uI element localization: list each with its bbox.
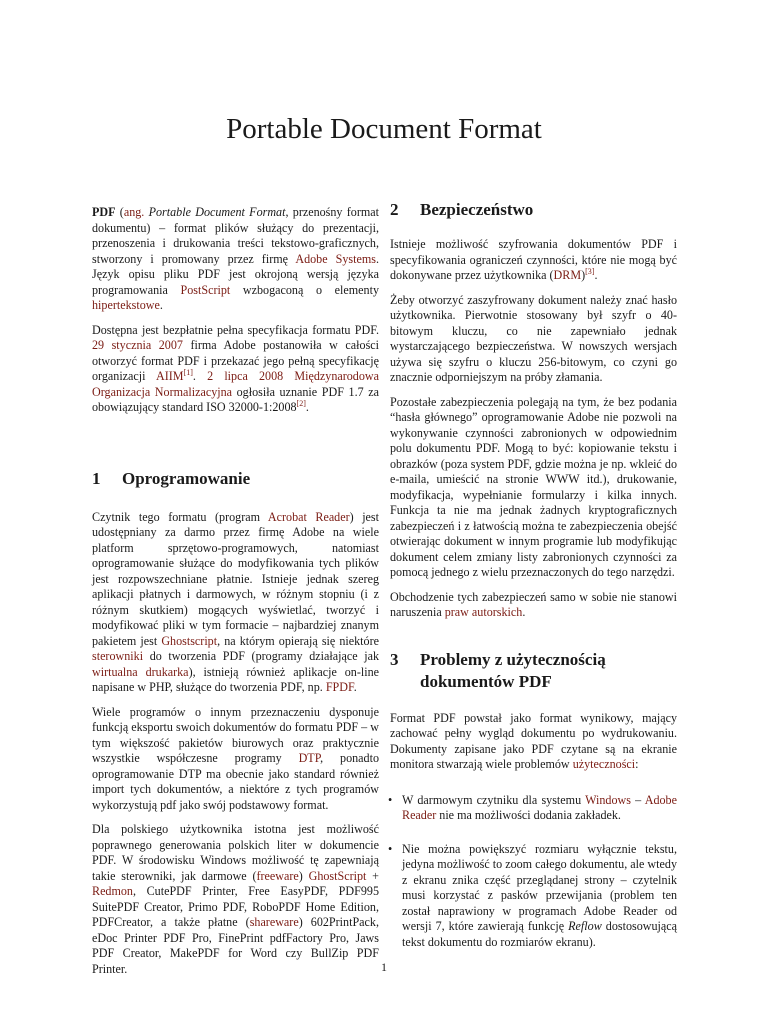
link-freeware[interactable]: freeware: [256, 868, 299, 883]
list-item: • W darmowym czytniku dla systemu Windows – Adobe Reader nie ma możliwości dodania zakładek.: [390, 793, 677, 824]
pdf-term: PDF: [92, 205, 116, 219]
software-paragraph-3: Dla polskiego użytkownika istotna jest możliwość poprawnego generowania polskich liter w dokumencie PDF. W środowisku Windows możliwość tę zapewniają takie sterowniki, jak darmowe (freeware) GhostScript + Redmon, CutePDF Printer, Free EasyPDF, PDF995 SuitePDF Creator, Primo PDF, RoboPDF Home Edition, PDFCreator, a także płatne (shareware) 602PrintPack, eDoc Printer PDF Pro, FinePrint pdfFactory Pro, Jaws PDF Creator, MakePDF for Word czy BullZip PDF Printer.: [92, 822, 379, 976]
section-title: Bezpieczeństwo: [420, 200, 534, 219]
link-ang[interactable]: ang.: [123, 205, 145, 219]
link-adobe-systems[interactable]: Adobe Systems: [295, 251, 376, 266]
page-number: 1: [381, 960, 387, 974]
link-iso-organization[interactable]: Międzynarodowa Organizacja Normalizacyjna: [92, 369, 380, 399]
link-ghostscript[interactable]: Ghostscript: [161, 633, 218, 648]
right-column: [390, 200, 677, 950]
link-shareware[interactable]: shareware: [249, 915, 299, 929]
section-heading-3: [390, 649, 677, 693]
section-heading-1: [92, 468, 379, 490]
software-paragraph-1: Czytnik tego formatu (program Acrobat Reader) jest udostępniany za darmo przez firmę Adobe na wiele platform sprzętowo-programowych, natomiast oprogramowanie służące do modyfikowania tych plików jest rozpowszechniane płatnie. Istnieje jednak szereg aplikacji płatnych i darmowych, w różnym stopniu (i z różnym skutkiem) mogących wyświetlać, tworzyć i modyfikować pliki w tym formacie – najbardziej znanym pakietem jest Ghostscript, na którym opierają się niektóre sterowniki do tworzenia PDF (programy działające jak wirtualna drukarka), istnieją również aplikacje on-line napisane w PHP, służące do tworzenia PDF, np. FPDF.: [92, 509, 379, 694]
section-number: 1: [92, 468, 101, 488]
ref-3[interactable]: [3]: [585, 266, 595, 276]
security-paragraph-2: Żeby otworzyć zaszyfrowany dokument należy znać hasło użytkownika. Pierwotnie stosowany był szyfr o 40-bitowym kluczu, co nie zapewniało jednak wystarczającego bezpieczeństwa. W nowszych wersjach używa się szyfru o kluczu 256-bitowym, co czyni go znacznie odporniejszym na próby złamania.: [390, 292, 677, 384]
list-item: • Nie można powiększyć rozmiaru wyłącznie tekstu, jedyna możliwość to zoom całego dokumentu, ale wtedy z ekranu znika część przeglądanej strony – czytelnik musi korzystać z pasków przewijania (problem ten został naprawiony w programach Adobe Reader od wersji 7, które zawierają funkcję Reflow dostosowującą tekst dokumentu do rozmiarów ekranu).: [390, 842, 677, 951]
link-acrobat-reader[interactable]: Acrobat Reader: [267, 509, 350, 524]
section-title: Oprogramowanie: [122, 468, 251, 488]
link-drm[interactable]: DRM: [553, 268, 582, 282]
usability-problems-list: [390, 793, 677, 951]
section-title: Problemy z użytecznością dokumentów PDF: [420, 649, 606, 691]
left-column: [92, 205, 379, 986]
section-number: 2: [390, 200, 399, 219]
page-title: Portable Document Format: [226, 113, 542, 145]
security-paragraph-1: Istnieje możliwość szyfrowania dokumentów PDF i specyfikowania ograniczeń czynności, które nie mogą być dokonywane przez użytkownika (DRM)[3].: [390, 237, 677, 282]
link-adobe-reader[interactable]: Adobe Reader: [402, 792, 677, 822]
section-heading-2: [390, 199, 677, 221]
link-redmon[interactable]: Redmon: [92, 884, 133, 898]
link-prawa-autorskie[interactable]: praw autorskich: [444, 605, 523, 619]
link-aiim[interactable]: AIIM: [156, 369, 184, 383]
security-paragraph-4: Obchodzenie tych zabezpieczeń samo w sobie nie stanowi naruszenia praw autorskich.: [390, 589, 677, 619]
link-postscript[interactable]: PostScript: [180, 282, 231, 297]
link-wirtualna-drukarka[interactable]: wirtualna drukarka: [92, 664, 189, 679]
link-date-2008[interactable]: 2 lipca 2008: [207, 369, 284, 383]
ref-2[interactable]: [2]: [296, 398, 306, 408]
link-uzytecznosc[interactable]: użyteczności: [572, 757, 636, 771]
spec-paragraph: Dostępna jest bezpłatnie pełna specyfikacja formatu PDF. 29 stycznia 2007 firma Adobe postanowiła w całości otworzyć format PDF i przekazać jego pełną specyfikację organizacji AIIM[1]. 2 lipca 2008 Międzynarodowa Organizacja Normalizacyjna ogłosiła uznanie PDF 1.7 za obowiązujący standard ISO 32000-1:2008[2].: [92, 322, 380, 414]
link-fpdf[interactable]: FPDF: [325, 680, 354, 694]
section-number: 3: [390, 649, 399, 669]
usability-paragraph: Format PDF powstał jako format wynikowy, mający zachować pełny wygląd dokumentu po wydrukowaniu. Dokumenty zapisane jako PDF czytane są na ekranie monitora stwarzają wiele problemów użyteczności:: [390, 710, 677, 771]
link-sterowniki[interactable]: sterowniki: [92, 649, 144, 663]
link-date-2007[interactable]: 29 stycznia 2007: [92, 338, 183, 352]
link-windows[interactable]: Windows: [585, 792, 631, 807]
ref-1[interactable]: [1]: [183, 367, 193, 377]
link-dtp[interactable]: DTP: [298, 751, 321, 765]
software-paragraph-2: Wiele programów o innym przeznaczeniu dysponuje funkcją eksportu swoich dokumentów do formatu PDF – w tym większość pakietów biurowych oraz praktycznie wszystkie współczesne programy DTP, ponadto oprogramowanie DTP ma obecnie jako standard również import tych dokumentów, a niektóre z tych programów wykorzystują pdf jako swój podstawowy format.: [92, 704, 379, 812]
security-paragraph-3: Pozostałe zabezpieczenia polegają na tym, że bez podania “hasła głównego” oprogramowanie Adobe nie pozwoli na wykonywanie czynności zabronionych w odpowiednim polu dokumentu PDF. Mogą to być: kopiowanie tekstu i obrazków (poza system PDF, gdzie można je np. wkleić do e-maila, umieścić na stronie WWW itd.), drukowanie, modyfikacja, wypełnianie formularzy i kilka innych. Funkcja ta nie ma jednak żadnych kryptograficznych zabezpieczeń i z łatwością można te zabezpieczenia obejść otwierając dokument w innym programie lub modyfikując dokument celem zmiany listy zabronionych czynności za pomocą jednego z wielu przeznaczonych do tego narzędzi.: [390, 394, 677, 579]
link-hipertekstowe[interactable]: hipertekstowe: [92, 298, 160, 312]
intro-paragraph: PDF (ang. Portable Document Format, przenośny format dokumentu) – format plików służący do prezentacji, przenoszenia i drukowania treści tekstowo-graficznych, stworzony i promowany przez firmę Adobe Systems. Język opisu pliku PDF jest okrojoną wersją języka programowania PostScript wzbogaconą o elementy hipertekstowe.: [92, 205, 379, 312]
link-ghostscript-2[interactable]: GhostScript: [308, 868, 367, 883]
